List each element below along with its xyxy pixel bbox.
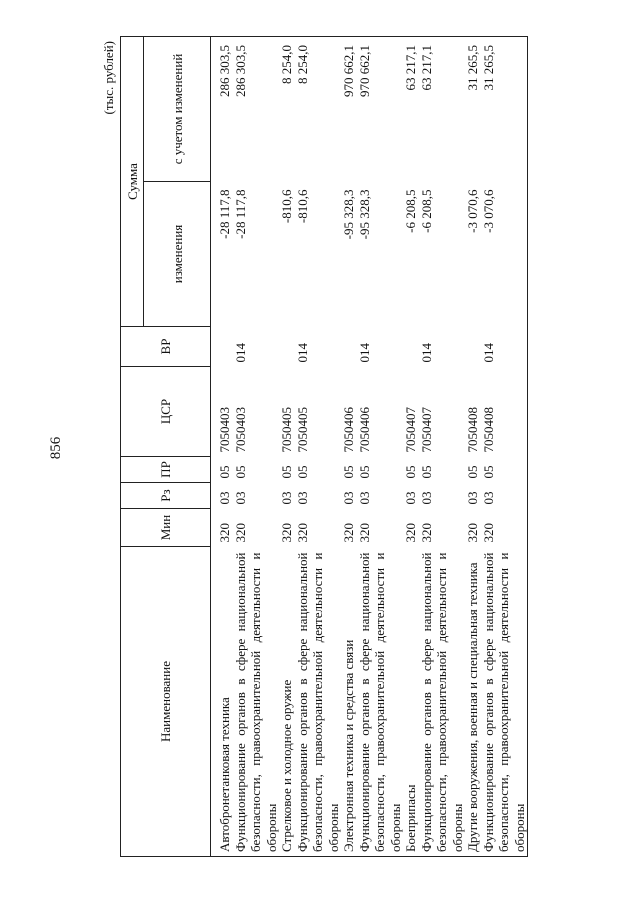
row-csr: 7050406 <box>356 407 372 453</box>
row-pr: 05 <box>403 465 418 479</box>
row-rz: 03 <box>232 491 248 505</box>
row-rz: 03 <box>481 483 528 509</box>
table-row <box>419 37 466 857</box>
row-rz: 03 <box>341 491 356 505</box>
row-changes: -6 208,5 <box>418 189 434 233</box>
row-min: 320 <box>217 523 232 543</box>
row-with-changes: 8 254,0 <box>279 37 295 182</box>
row-with-changes: 286 303,5 <box>233 37 280 182</box>
row-with-changes: 970 662,1 <box>357 37 404 182</box>
row-rz: 03 <box>403 491 418 505</box>
row-min: 320 <box>403 523 418 543</box>
row-with-changes: 63 217,1 <box>419 37 466 182</box>
table-row <box>233 37 280 857</box>
row-name: Боеприпасы <box>403 547 419 857</box>
header-csr: ЦСР <box>121 367 211 457</box>
row-rz: 03 <box>217 491 232 505</box>
row-with-changes: 31 265,5 <box>481 37 528 182</box>
row-changes: -3 070,6 <box>465 189 480 233</box>
row-name: Функционирование органов в сфере национальной безопасности, правоохранительной деятельности и обороны <box>419 547 466 857</box>
row-vr <box>403 327 419 367</box>
row-changes: -95 328,3 <box>341 189 356 240</box>
row-with-changes: 63 217,1 <box>403 37 419 182</box>
row-pr: 05 <box>418 465 434 479</box>
row-changes: -28 117,8 <box>217 189 232 239</box>
row-pr: 05 <box>465 465 480 479</box>
row-min: 320 <box>465 523 480 543</box>
table-row <box>279 37 295 857</box>
row-min: 320 <box>294 523 310 543</box>
row-vr <box>465 327 481 367</box>
header-min: Мин <box>121 509 211 547</box>
row-pr: 05 <box>356 465 372 479</box>
units-label: (тыс. рублей) <box>101 41 116 115</box>
row-csr: 7050403 <box>232 407 248 453</box>
header-rz: Рз <box>121 483 211 509</box>
header-changes: изменения <box>144 182 211 327</box>
row-changes: -28 117,8 <box>232 189 248 239</box>
row-name: Функционирование органов в сфере национальной безопасности, правоохранительной деятельности и обороны <box>481 547 528 857</box>
table-row <box>465 37 481 857</box>
table-row <box>357 37 404 857</box>
row-changes: -810,6 <box>279 189 294 224</box>
table-row <box>481 37 528 857</box>
row-csr: 7050407 <box>403 407 418 453</box>
row-min: 320 <box>232 523 248 543</box>
row-pr: 05 <box>481 457 528 483</box>
row-csr: 7050405 <box>279 407 294 453</box>
row-name: Стрелковое и холодное оружие <box>279 547 295 857</box>
row-name: Электронная техника и средства связи <box>341 547 357 857</box>
row-pr: 05 <box>279 465 294 479</box>
table-row <box>403 37 419 857</box>
row-csr: 7050403 <box>217 407 232 453</box>
row-min: 320 <box>279 523 294 543</box>
header-name: Наименование <box>121 547 211 857</box>
budget-table <box>120 36 528 857</box>
row-vr: 014 <box>356 343 372 363</box>
row-name: Другие вооружения, военная и специальная техника <box>465 547 481 857</box>
row-rz: 03 <box>356 491 372 505</box>
row-vr <box>211 327 233 367</box>
table-body <box>211 37 528 857</box>
table-row <box>211 37 233 857</box>
table-row <box>341 37 357 857</box>
row-changes: -3 070,6 <box>481 182 528 327</box>
row-pr: 05 <box>294 465 310 479</box>
row-csr: 7050408 <box>465 407 480 453</box>
row-csr: 7050408 <box>481 367 528 457</box>
row-name: Автобронетанковая техника <box>211 547 233 857</box>
row-vr: 014 <box>294 343 310 363</box>
page-number: 856 <box>48 436 64 460</box>
row-csr: 7050407 <box>418 407 434 453</box>
row-with-changes: 970 662,1 <box>341 37 357 182</box>
row-min: 320 <box>356 523 372 543</box>
header-sum-group: Сумма <box>121 37 144 327</box>
row-min: 320 <box>418 523 434 543</box>
row-vr <box>341 327 357 367</box>
row-rz: 03 <box>279 491 294 505</box>
header-with-changes: с учетом изменений <box>144 37 211 182</box>
row-with-changes: 8 254,0 <box>295 37 342 182</box>
row-name: Функционирование органов в сфере национальной безопасности, правоохранительной деятельности и обороны <box>295 547 342 857</box>
table-row <box>295 37 342 857</box>
row-pr: 05 <box>232 465 248 479</box>
row-vr: 014 <box>418 343 434 363</box>
rotated-table-container <box>100 37 570 857</box>
row-with-changes: 286 303,5 <box>211 37 233 182</box>
row-changes: -95 328,3 <box>356 189 372 240</box>
row-vr: 014 <box>232 343 248 363</box>
header-pr: ПР <box>121 457 211 483</box>
row-vr: 014 <box>481 327 528 367</box>
row-min: 320 <box>481 509 528 547</box>
row-name: Функционирование органов в сфере национальной безопасности, правоохранительной деятельности и обороны <box>357 547 404 857</box>
row-changes: -810,6 <box>294 189 310 224</box>
row-min: 320 <box>341 523 356 543</box>
row-rz: 03 <box>294 491 310 505</box>
row-name: Функционирование органов в сфере национальной безопасности, правоохранительной деятельности и обороны <box>233 547 280 857</box>
row-with-changes: 31 265,5 <box>465 37 481 182</box>
row-csr: 7050405 <box>294 407 310 453</box>
row-changes: -6 208,5 <box>403 189 418 233</box>
row-rz: 03 <box>465 491 480 505</box>
row-rz: 03 <box>418 491 434 505</box>
row-vr <box>279 327 295 367</box>
row-pr: 05 <box>341 465 356 479</box>
row-csr: 7050406 <box>341 407 356 453</box>
row-pr: 05 <box>217 465 232 479</box>
header-vr: ВР <box>121 327 211 367</box>
